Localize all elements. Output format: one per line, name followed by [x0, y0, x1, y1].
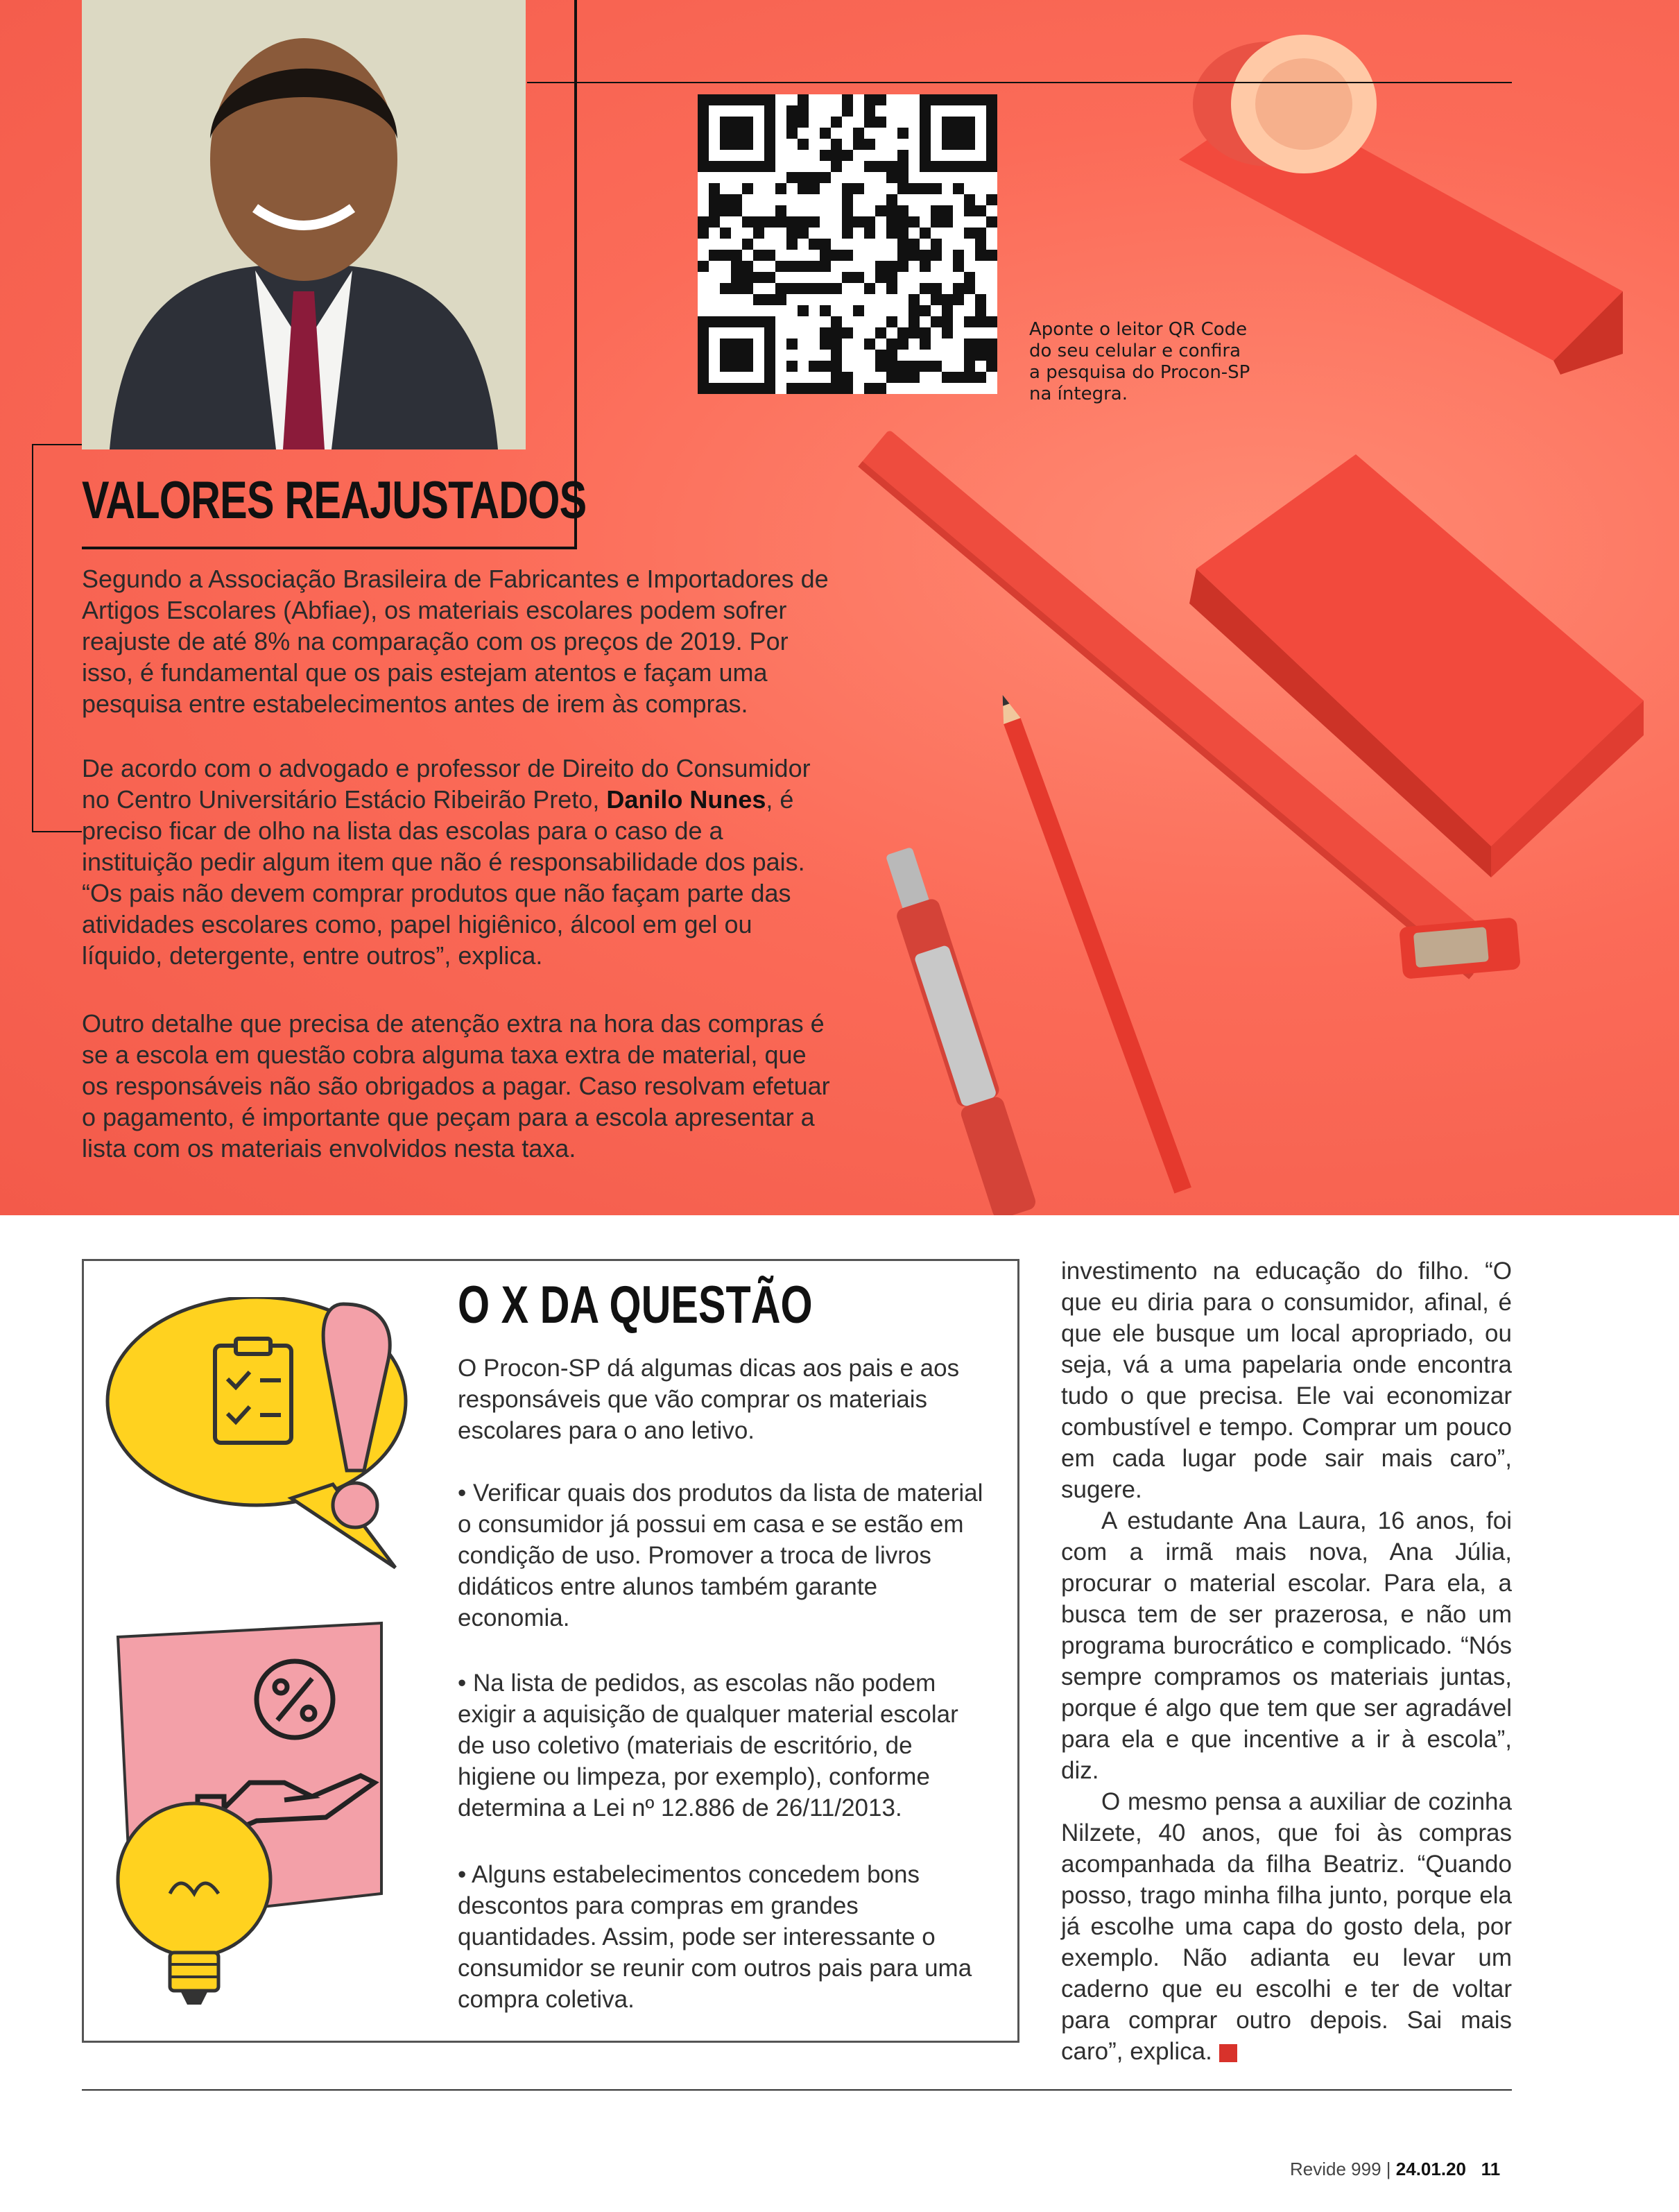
paragraph — [82, 753, 831, 971]
pencil-shape — [995, 692, 1191, 1194]
bracket-tick-bottom — [32, 831, 82, 832]
lightbulb-icon — [118, 1803, 270, 2005]
end-mark-icon: R — [1219, 2044, 1237, 2062]
magazine-name: Revide 999 — [1290, 2159, 1381, 2179]
column-paragraph-text: O mesmo pensa a auxiliar de cozinha Nilzete, 40 anos, que foi às compras acompanhada da filha Beatriz. “Quando posso, trago minha filha junto, porque ela já escolhe uma capa do gosto dela, por exemplo. Não adianta eu levar um caderno que eu escolhi e ter de voltar para comprar outro depois. Sai mais caro”, explica. — [1061, 1788, 1512, 2065]
tip-item: • Na lista de pedidos, as escolas não podem exigir a aquisição de qualquer material escolar de uso coletivo (materiais de escritório, de higiene ou limpeza, por exemplo), conforme determina a Lei nº 12.886 de 26/11/2013. — [458, 1670, 958, 1821]
qr-finder-pattern — [942, 117, 975, 150]
author-photo — [82, 0, 526, 449]
page-footer — [1290, 2159, 1500, 2180]
box-shape — [1189, 454, 1644, 877]
qr-caption: Aponte o leitor QR Code do seu celular e confira a pesquisa do Procon-SP na íntegra. — [1029, 319, 1250, 404]
column-paragraph: investimento na educação do filho. “O que eu diria para o consumidor, afinal, é que ele busque um local apropriado, ou seja, vá a uma papelaria onde encontra tudo o que precisa. Ele vai economizar combustível e tempo. Comprar um pouco em cada lugar pode sair mais caro”, sugere. — [1061, 1258, 1512, 1503]
page-number: 11 — [1481, 2159, 1501, 2179]
column-paragraph: A estudante Ana Laura, 16 anos, foi com a irmã mais nova, Ana Júlia, procurar o material escolar. Para ela, a busca tem de ser prazerosa, e não um programa burocrático e complicado. “Nós sempre compramos os materiais juntas, porque é algo que tem que ser agradável para ela e que incentive a ir à escola”, diz. — [1061, 1507, 1512, 1784]
bracket-tick-top — [32, 444, 82, 445]
qr-finder-pattern — [720, 338, 753, 372]
issue-date: 24.01.20 — [1395, 2159, 1466, 2179]
paragraph: Segundo a Associação Brasileira de Fabricantes e Importadores de Artigos Escolares (Abfiae), os materiais escolares podem sofrer reajuste de até 8% na comparação com os preços de 2019. Por isso, é fundamental que os pais estejam atentos e façam uma pesquisa entre estabelecimentos antes de irem às compras. — [82, 565, 829, 718]
frame-line-bottom — [82, 547, 577, 549]
article-column — [1061, 1255, 1512, 2067]
person-name: Danilo Nunes — [606, 785, 766, 814]
qr-code[interactable] — [698, 94, 997, 394]
tips-illustration — [104, 1297, 437, 2032]
frame-line-top — [527, 82, 1512, 83]
tip-item: • Alguns estabelecimentos concedem bons descontos para compras em grandes quantidades. Assim, pode ser interessante o consumidor se reunir com outros pais para uma compra coletiva. — [458, 1861, 972, 2013]
box-intro: O Procon-SP dá algumas dicas aos pais e aos responsáveis que vão comprar os materiais escolares para o ano letivo. — [458, 1355, 960, 1444]
column-paragraph — [1061, 1786, 1512, 2067]
qr-finder-pattern — [720, 117, 753, 150]
bracket-line-left — [32, 444, 33, 832]
paragraph-text: , é preciso ficar de olho na lista das escolas para o caso de a instituição pedir algum item que não é responsabilidade dos pais. “Os pais não devem comprar produtos que não façam parte das atividades escolares como, papel higiênico, álcool em gel ou líquido, detergente, entre outros”, explica. — [82, 785, 805, 970]
pen-shape — [877, 844, 1037, 1215]
footer-rule — [82, 2089, 1512, 2091]
footer-separator: | — [1386, 2159, 1391, 2179]
tip-item: • Verificar quais dos produtos da lista de material o consumidor já possui em casa e se estão em condição de uso. Promover a troca de livros didáticos entre alunos também garante economia. — [458, 1480, 983, 1631]
paragraph: Outro detalhe que precisa de atenção extra na hora das compras é se a escola em questão cobra alguma taxa extra de material, que os responsáveis não são obrigados a pagar. Caso resolvam efetuar o pagamento, é importante que peçam para a escola apresentar a lista com os materiais envolvidos nesta taxa. — [82, 1009, 830, 1163]
sharpener-shape — [1399, 917, 1521, 979]
section-title: VALORES REAJUSTADOS — [82, 471, 587, 530]
box-title: O X DA QUESTÃO — [458, 1276, 813, 1335]
paragraph-text: De acordo com o advogado e professor de Direito do Consumidor no Centro Universitário Estácio Ribeirão Preto, — [82, 754, 811, 814]
